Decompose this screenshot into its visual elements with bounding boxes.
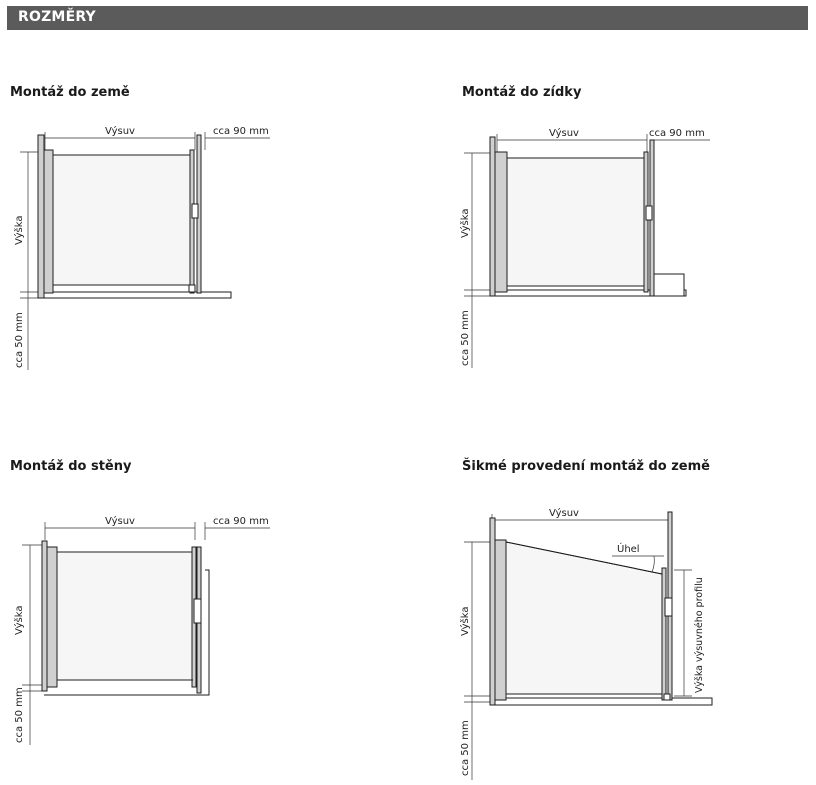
section-title-sloped: Šikmé provedení montáž do země: [462, 459, 710, 474]
cassette-housing: [495, 540, 506, 700]
label-vysuv: Výsuv: [105, 126, 135, 137]
label-cca90: cca 90 mm: [213, 126, 269, 137]
ground-base: [38, 292, 231, 298]
label-cca50: cca 50 mm: [14, 312, 25, 368]
cassette-post: [490, 518, 495, 705]
label-vyska: Výška: [14, 215, 25, 245]
diagram-low-wall-mount: [452, 120, 752, 380]
label-cca50: cca 50 mm: [14, 687, 25, 743]
label-vyska: Výška: [460, 208, 471, 238]
label-profile-height: Výška výsuvného profilu: [694, 577, 705, 693]
cassette-post: [490, 137, 495, 296]
header-bar: [7, 6, 808, 30]
label-cca50: cca 50 mm: [460, 310, 471, 366]
label-uhel: Úhel: [617, 544, 640, 555]
pull-bar: [190, 150, 194, 293]
diagram-wall-mount: [0, 505, 300, 765]
diagram-sloped-ground-mount: [452, 498, 752, 783]
latch-handle: [646, 206, 652, 220]
pull-bar: [662, 568, 666, 700]
cassette-housing: [44, 150, 53, 293]
wall-block: [652, 274, 684, 296]
cassette-housing: [495, 152, 507, 292]
section-title-wall: Montáž do stěny: [10, 459, 132, 474]
cassette-post: [38, 135, 44, 298]
label-vysuv: Výsuv: [105, 516, 135, 527]
page-title: ROZMĚRY: [18, 9, 96, 25]
label-cca90: cca 90 mm: [213, 516, 269, 527]
screen-fabric: [53, 155, 191, 285]
ground-base: [490, 698, 712, 705]
latch-handle: [192, 204, 198, 218]
screen-fabric: [57, 552, 193, 680]
screen-fabric: [506, 542, 662, 694]
section-title-ground: Montáž do země: [10, 85, 130, 100]
diagram-ground-mount: [0, 120, 300, 380]
latch-handle: [665, 598, 672, 616]
cassette-housing: [47, 547, 57, 687]
label-cca90: cca 90 mm: [649, 128, 705, 139]
section-title-low-wall: Montáž do zídky: [462, 85, 582, 100]
pull-bar: [644, 152, 648, 292]
label-cca50: cca 50 mm: [460, 720, 471, 776]
cassette-post: [42, 541, 47, 691]
catch: [664, 694, 670, 700]
label-vyska: Výška: [14, 605, 25, 635]
latch-handle: [194, 599, 201, 623]
screen-fabric: [507, 158, 645, 286]
label-vysuv: Výsuv: [549, 508, 579, 519]
label-vysuv: Výsuv: [549, 128, 579, 139]
catch: [189, 285, 195, 292]
label-vyska: Výška: [460, 606, 471, 636]
